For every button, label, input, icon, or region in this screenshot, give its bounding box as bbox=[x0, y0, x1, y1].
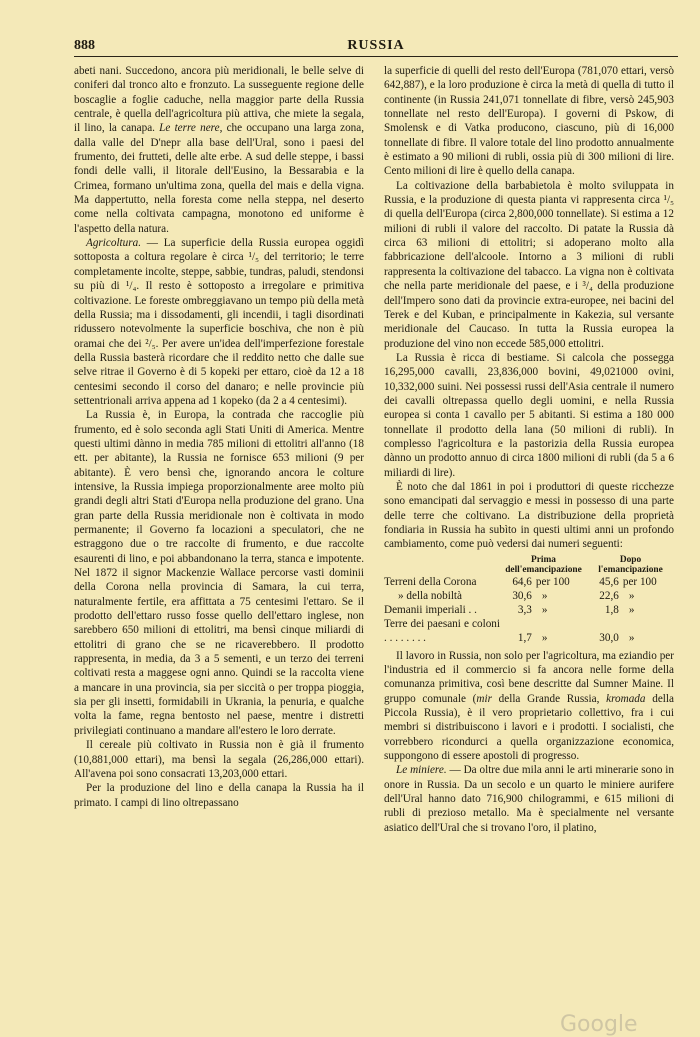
paragraph: Per la produzione del lino e della canapa la Russia ha il primato. I campi di lino oltrepassano bbox=[74, 782, 364, 809]
column-header-after: Dopo l'emancipazione bbox=[598, 554, 663, 575]
paragraph: È noto che dal 1861 in poi i produttori di queste ricchezze sono emancipati dal servaggio e messi in possesso di una parte delle terre che coltivano. La distribuzione della proprietà fondiaria in Russia ha subìto in questi ultimi anni un profondo cambiamento, come può vedersi dai numeri seguenti: bbox=[384, 480, 674, 551]
table-row: Terreni della Corona 64,6 per 100 45,6 per 100 bbox=[384, 575, 657, 588]
page-header bbox=[74, 34, 678, 57]
paragraph: la superficie di quelli del resto dell'Europa (781,070 ettari, versò 642,887), e la loro produzione è circa la metà di quella di tutto il continente (in Russia 241,071 tonnellate di fibre, versò 245,903 tonnellate nel resto dell'Europa). I governi di Pskow, di Smolensk e di Vatka producono, ciascuno, più di 16,000 tonnellate di fibre. Il valore totale del lino prodotto annualmente è estimato a 90 milioni di rubli, ossia più di 300 milioni di lire. Cento milioni di lire è quello della canapa. bbox=[384, 65, 674, 178]
paragraph: La coltivazione della barbabietola è molto sviluppata in Russia, e la produzione di questa pianta vi rappresenta circa ¹/₅ di quella dell'Europa (circa 2,800,000 tonnellate). Si estima a 12 milioni di rubli il valore del raccolto. Di patate la Russia dà circa 63 milioni di ettolitri; si adoperano molto alla fabbricazione dell'alcoole. Intorno a 3 milioni di rubli rappresenta la coltivazione del tabacco. La vigna non è coltivata che nella parte meridionale del paese, e i ³/₄ della produzione dell'Impero sono dati da provincie extra-europee, nei bacini del Terek e del Kuban, e principalmente in Kakezia, sul versante meridionale del Caucaso. In tutta la Russia europea la produzione del vino non eccede 585,000 ettolitri. bbox=[384, 179, 674, 350]
paragraph: La Russia è, in Europa, la contrada che raccoglie più frumento, ed è solo seconda agli Stati Uniti di America. Mentre questi ultimi dànno in media 785 milioni di ettolitri all'anno (18 ett. per abitante), la Russia ne fornisce 653 milioni (9 per abitante). È vero bensì che, ignorando ancora le colture intensive, la Russia impiega proporzionalmente aree molto più grandi degli altri Stati d'Europa nella produzione del grano. Una gran parte della Russia meridionale non è coltivata in modo permanente; il Governo fa locazioni a speculatori, che ne estraggono due o tre raccolte di frumento, e due raccolte esaurenti di lino, e poi abbandonano la terra, stanca e impotente. Nel 1872 il signor Mackenzie Wallace percorse vasti dominii della Corona nella provincia di Samara, la cui terra, naturalmente fertile, era affittata a 75 centesimi l'ettaro. Se il prodotto dell'ettaro russo fosse quello dell'ettaro inglese, non sarebbero 650 milioni di ettolitri, ma bensì cinque miliardi di ettolitri di grano che se ne ricaverebbero. Il prodotto rappresenta, in media, da 3 a 5 sementi, e un terzo dei terreni coltivati resta a maggese ogni anno. Quindi se la raccolta viene a mancare in una provincia, sia per siccità o per troppa pioggia, sia per gli insetti, formidabili in Ukrania, la penuria, e qualche volta la fame, regna bentosto nel paese, mentre i distretti privilegiati continuano a mandare all'estero le loro derrate. bbox=[74, 409, 364, 737]
running-title: RUSSIA bbox=[347, 38, 405, 53]
table-row: Demanii imperiali . . 3,3 » 1,8 » bbox=[384, 603, 635, 616]
left-column bbox=[74, 64, 364, 810]
right-column bbox=[384, 64, 674, 835]
paragraph: Il lavoro in Russia, non solo per l'agricoltura, ma eziandio per l'industria ed il commercio si fa ancora nelle forme della comunanza primitiva, così bene descritte dal Sumner Maine. Il gruppo comunale (mir della Grande Russia, kromada della Piccola Russia), è il vero proprietario collettivo, fra i cui membri si distribuiscono i lavori e i prodotti. I socialisti, che vorrebbero ricondurci a quella organizzazione economica, suppongono di essere apostoli di progresso. bbox=[384, 649, 674, 763]
google-watermark: Google bbox=[560, 1012, 638, 1037]
column-header-before: Prima dell'emancipazione bbox=[505, 554, 582, 575]
paragraph: Il cereale più coltivato in Russia non è già il frumento (10,881,000 ettari), ma bensì la segala (26,286,000 ettari). All'avena poi sono consacrati 13,203,000 ettari. bbox=[74, 739, 364, 780]
paragraph: abeti nani. Succedono, ancora più meridionali, le belle selve di coniferi dal tronco alto e fronzuto. La susseguente regione delle boscaglie a foglie caduche, nella maggior parte della Russia centrale, è quella dell'agricoltura più attiva, che miete la segala, il lino, la canapa. Le terre nere, che occupano una larga zona, dalla valle del D'nepr alla base dell'Ural, sono i paesi del frumento, dei frutteti, delle alte erbe. A sud delle steppe, i bassi fondi delle valli, il litorale dell'Eusino, la Bessarabia e la Crimea, formano un'ultima zona, quella del mais e della vigna. Ma dappertutto, nella foresta come nella steppa, nel deserto come nella coltivata campagna, monotono ed uniforme è l'aspetto della natura. bbox=[74, 65, 365, 235]
table-row: » della nobiltà 30,6 » 22,6 » bbox=[398, 589, 635, 602]
table-header-row bbox=[384, 555, 674, 575]
paragraph-agricoltura: Agricoltura. — La superficie della Russia europea oggidì sottoposta a coltura regolare è circa ¹/₅ del territorio; le terre completamente incolte, steppe, sabbie, tundras, paludi, stendonsi su più di ¹/₄. Il resto è sottoposto a irregolare e primitiva coltivazione. Le foreste ombreggiavano un tempo più della metà della Russia; ma i dissodamenti, gli incendii, i tagli disordinati ridussero notevolmente la superficie boschiva, che non è più oramai che dei ²/₅. Per avere un'idea dell'imperfezione forestale della Russia basterà ricordare che il reddito netto che dalle sue selve ritrae il Governo è di 5 kopeki per ettaro, cioè da 12 a 18 centesimi secondo il corso del danaro; e nelle provincie più settentrionali arriva appena ad 1 kopeko (da 2 a 4 centesimi). bbox=[74, 237, 365, 407]
table-row: Terre dei paesani e coloni . . . . . . . . 1,7 » 30,0 » bbox=[384, 617, 635, 644]
paragraph-miniere: Le miniere. — Da oltre due mila anni le arti minerarie sono in onore in Russia. Da un secolo e un quarto le miniere aurifere dell'Ural hanno dato 716,900 chilogrammi, e 615 milioni di rubli di prezioso metallo. Ma è specialmente nel versante asiatico dell'Ural che si trovano l'oro, il platino, bbox=[384, 764, 674, 834]
paragraph: La Russia è ricca di bestiame. Si calcola che possegga 16,295,000 cavalli, 23,836,000 bovini, 49,021000 ovini, 10,332,000 suini. Nei possessi russi dell'Asia centrale il numero dei cavalli oltrepassa quello degli uomini, e nella Russia europea si conta 1 cavallo per 5 abitanti. Si estima a 180 000 tonnellate il prodotto della lana (50 milioni di rubli). In complesso l'agricoltura e la pastorizia della Russia europea dànno un prodotto annuo di circa 1800 milioni di rubli (da 5 a 6 miliardi di lire). bbox=[384, 351, 674, 479]
land-distribution-table bbox=[384, 555, 674, 645]
page-number: 888 bbox=[74, 38, 95, 53]
